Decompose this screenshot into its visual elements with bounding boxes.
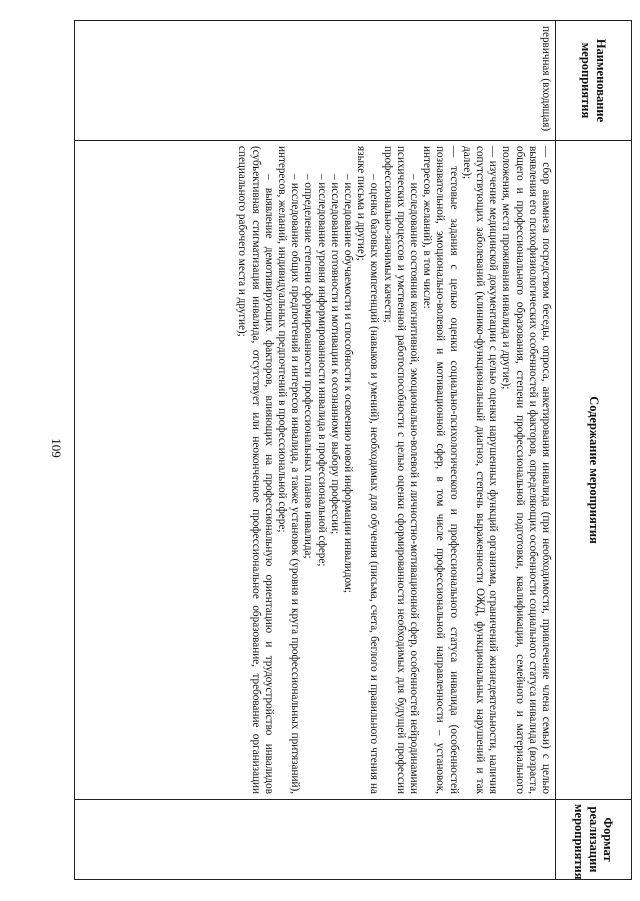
- content-subitem: – определение степени сформированности профессиональных планов инвалида;: [302, 174, 315, 559]
- content-subitem: – исследование готовности и мотивации к осознанному выбору профессии;: [328, 174, 341, 535]
- content-subitem: – исследование состояния когнитивной, эмоционально-волевой и личностно-мотивационной сфер, особенностей нейродинамики психических процессов и умственной работоспособности с целью оценки сформированности необходимых для будущей профессии профессионально-значимых качеств;: [381, 146, 420, 794]
- content-subitem: – исследование уровня информированности инвалида в профессиональной сфере;: [315, 174, 328, 567]
- header-activity-format: Формат реализации мероприятия: [556, 800, 632, 880]
- table-sheet: [74, 20, 632, 880]
- content-subitem: – исследование обучаемости и способности к освоению новой информации инвалидом;: [341, 174, 354, 594]
- table-header-row: [556, 21, 632, 880]
- activities-table: [74, 20, 632, 880]
- content-item: — сбор анамнеза посредством беседы, опроса, анкетирования инвалида (при необходимости, привлечение члена семьи) с целью выявления его психофизиологических особенностей и факторов, определяющих особенности социального статуса инвалида (возраста, общего и профессионального образования, степени профессиональной подготовки, квалификации, семейного и материального положения, места проживания инвалида и другие);: [500, 146, 552, 794]
- header-activity-content: Содержание мероприятия: [556, 141, 632, 800]
- content-item: — тестовые задания с целью оценки социально-психологического и профессионального статуса инвалида (особенностей познавательной, эмоционально-волевой и мотивационной сфер, в том числе профессиональной направленности – установок, интересов, желаний), в том числе:: [421, 146, 460, 794]
- content-subitem: – исследование общих предпочтений и интересов инвалида, а также установок (уровня и круга профессиональных притязаний), интересов, желаний, индивидуальных предпочтений в профессиональной сфере;: [275, 146, 302, 794]
- content-subitem: – выявление демотивирующих факторов, влияющих на профессиональную ориентацию и трудоустройство инвалидов (субъективная стигматизация инвалида, отсутствует или неоконченное профессиональное образование, требование организации специального рабочего места и другие);: [236, 146, 275, 794]
- content-subitem: – оценка базовых компетенций (навыков и умений), необходимых для обучения (письма, счета, беглого и правильного чтения на языке письма и другие);: [355, 146, 381, 794]
- content-item: — изучение медицинской документации с целью оценки нарушенных функций организма, ограничений жизнедеятельности, наличия сопутствующих заболеваний (клинико-функциональный диагноз, степень выраженности ОЖД, функциональных нарушений и так далее);: [460, 146, 500, 794]
- header-activity-name: Наименование мероприятия: [556, 21, 632, 141]
- table-row: [75, 21, 556, 880]
- activity-content-cell: [75, 141, 556, 800]
- page-number: 109: [49, 438, 64, 458]
- activity-name-cell: первичная (входящая): [75, 21, 556, 141]
- rotated-page: [74, 20, 632, 880]
- activity-format-cell: [75, 800, 556, 880]
